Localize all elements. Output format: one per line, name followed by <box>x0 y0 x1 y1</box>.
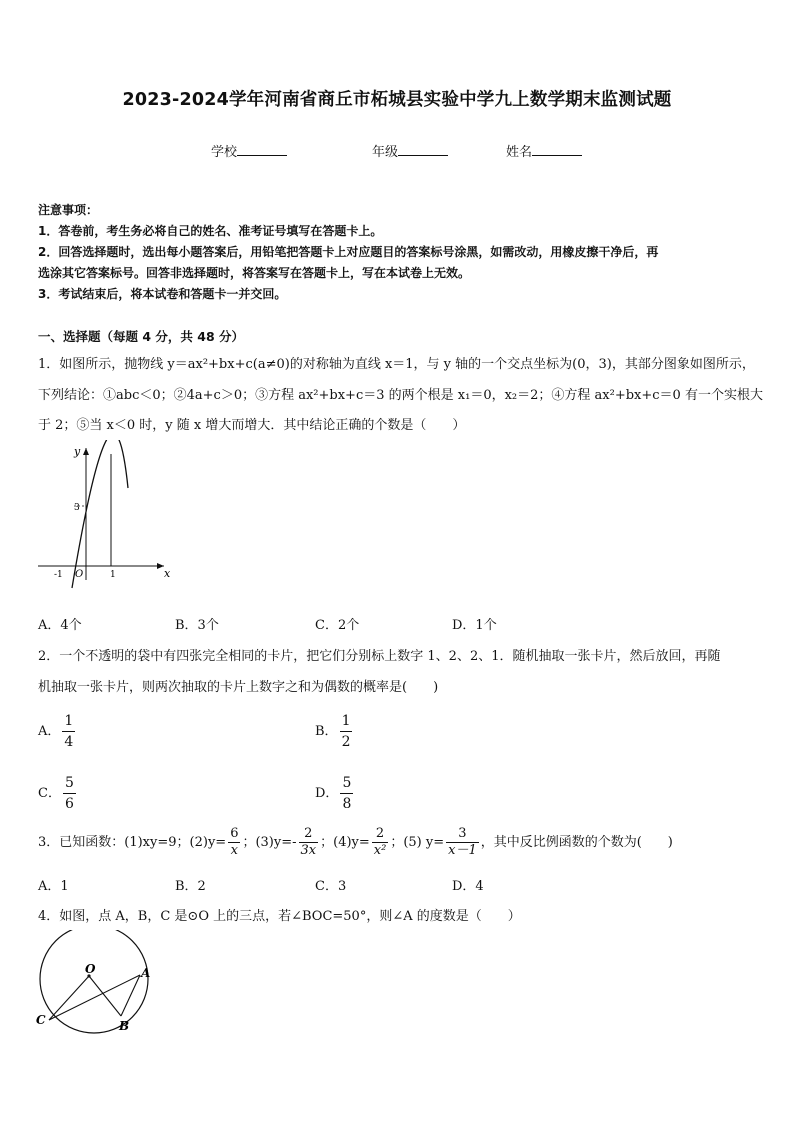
school-label: 学校 <box>211 145 238 160</box>
option-label: B． <box>315 724 338 739</box>
fraction <box>340 773 353 814</box>
option-label: C． <box>38 786 61 801</box>
segment-oc <box>49 976 89 1020</box>
y-axis-label: y <box>74 445 81 458</box>
denominator: x <box>228 842 240 859</box>
q2-option-b <box>315 711 354 752</box>
notice-item: 选涂其它答案标号。回答非选择题时，将答案写在答题卡上，写在本试卷上无效。 <box>38 266 471 280</box>
numerator: 1 <box>64 713 74 729</box>
grade-label: 年级 <box>372 145 399 160</box>
segment-ob <box>89 976 121 1016</box>
q3-option-d: D．4 <box>452 879 484 894</box>
option-label: D． <box>315 786 339 801</box>
q1-line: 1．如图所示，抛物线 y＝ax²+bx+c(a≠0)的对称轴为直线 x＝1，与 y 轴的一个交点坐标为(0，3)，其部分图象如图所示， <box>38 357 755 372</box>
fraction <box>446 826 479 859</box>
q1-option-b: B．3个 <box>175 618 219 633</box>
numerator: 3 <box>458 826 467 841</box>
q2-option-d <box>315 773 355 814</box>
section-heading: 一、选择题（每题 4 分，共 48 分） <box>38 329 245 344</box>
notice-item: 3．考试结束后，将本试卷和答题卡一并交回。 <box>38 287 287 301</box>
q3-option-c: C．3 <box>315 879 347 894</box>
numerator: 5 <box>64 775 74 791</box>
y-axis-arrow <box>83 448 89 455</box>
page-title: 2023-2024学年河南省商丘市柘城县实验中学九上数学期末监测试题 <box>122 90 672 110</box>
q1-option-c: C．2个 <box>315 618 360 633</box>
label-o: O <box>85 962 96 976</box>
option-label: A． <box>38 724 61 739</box>
name-label: 姓名 <box>506 145 533 160</box>
fraction <box>299 826 319 859</box>
denominator: 4 <box>62 731 75 752</box>
label-b: B <box>119 1019 130 1033</box>
school-blank <box>237 143 287 156</box>
notice-block <box>38 200 658 305</box>
denominator: 2 <box>340 731 353 752</box>
numerator: 1 <box>341 713 351 729</box>
tick-1-label: 1 <box>110 570 116 580</box>
denominator: 8 <box>340 793 353 814</box>
origin-label: O <box>75 569 84 580</box>
tick-neg1-label: -1 <box>54 570 63 580</box>
notice-heading: 注意事项： <box>38 203 99 217</box>
denominator: 3x <box>300 843 317 858</box>
denominator: 6 <box>63 793 76 814</box>
q3-text: ；(3)y=- <box>242 835 297 850</box>
q3-text: ；(4)y= <box>320 835 370 850</box>
name-blank <box>532 143 582 156</box>
name-field <box>506 141 582 160</box>
fraction <box>228 826 240 859</box>
q1-option-d: D．1个 <box>452 618 497 633</box>
numerator: 2 <box>304 826 313 841</box>
q3-line <box>38 826 673 859</box>
segment-ba <box>121 975 140 1016</box>
grade-field <box>372 141 448 160</box>
q1-line: 下列结论：①abc＜0；②4a+c＞0；③方程 ax²+bx+c＝3 的两个根是 x₁＝0，x₂＝2；④方程 ax²+bx+c＝0 有一个实根大 <box>38 388 763 403</box>
segment-ca <box>49 975 140 1020</box>
grade-blank <box>398 143 448 156</box>
q1-option-a: A．4个 <box>38 618 82 633</box>
q4-line: 4．如图，点 A，B，C 是⊙O 上的三点，若∠BOC=50°，则∠A 的度数是（ ） <box>38 909 521 924</box>
q1-line: 于 2；⑤当 x＜0 时，y 随 x 增大而增大．其中结论正确的个数是（ ） <box>38 418 466 433</box>
q2-line: 机抽取一张卡片，则两次抽取的卡片上数字之和为偶数的概率是( ) <box>38 680 439 695</box>
denominator: x² <box>373 843 387 858</box>
q1-parabola-graph <box>34 440 176 590</box>
q3-text: ，其中反比例函数的个数为( ) <box>480 835 673 850</box>
fraction <box>63 773 76 814</box>
numerator: 6 <box>230 826 239 841</box>
notice-item: 1．答卷前，考生务必将自己的姓名、准考证号填写在答题卡上。 <box>38 224 383 238</box>
fraction <box>62 711 75 752</box>
notice-item: 2．回答选择题时，选出每小题答案后，用铅笔把答题卡上对应题目的答案标号涂黑，如需改动，用橡皮擦干净后，再 <box>38 245 659 259</box>
fraction <box>340 711 353 752</box>
denominator: x－1 <box>448 843 477 858</box>
label-a: A <box>141 966 151 980</box>
q3-text: 3．已知函数：(1)xy=9；(2)y= <box>38 835 227 850</box>
numerator: 5 <box>342 775 352 791</box>
q3-option-b: B．2 <box>175 879 206 894</box>
q4-circle-figure <box>34 930 154 1034</box>
q2-line: 2．一个不透明的袋中有四张完全相同的卡片，把它们分别标上数字 1、2、2、1．随机抽取一张卡片，然后放回，再随 <box>38 649 721 664</box>
q2-option-a <box>38 711 77 752</box>
tick-3-label: 3 <box>74 503 80 513</box>
q2-option-c <box>38 773 78 814</box>
q3-option-a: A．1 <box>38 879 69 894</box>
school-field <box>211 141 287 160</box>
q3-text: ；(5) y= <box>390 835 445 850</box>
x-axis-arrow <box>157 563 164 569</box>
fraction <box>372 826 389 859</box>
numerator: 2 <box>375 826 385 841</box>
label-c: C <box>36 1013 46 1027</box>
x-axis-label: x <box>164 567 171 580</box>
